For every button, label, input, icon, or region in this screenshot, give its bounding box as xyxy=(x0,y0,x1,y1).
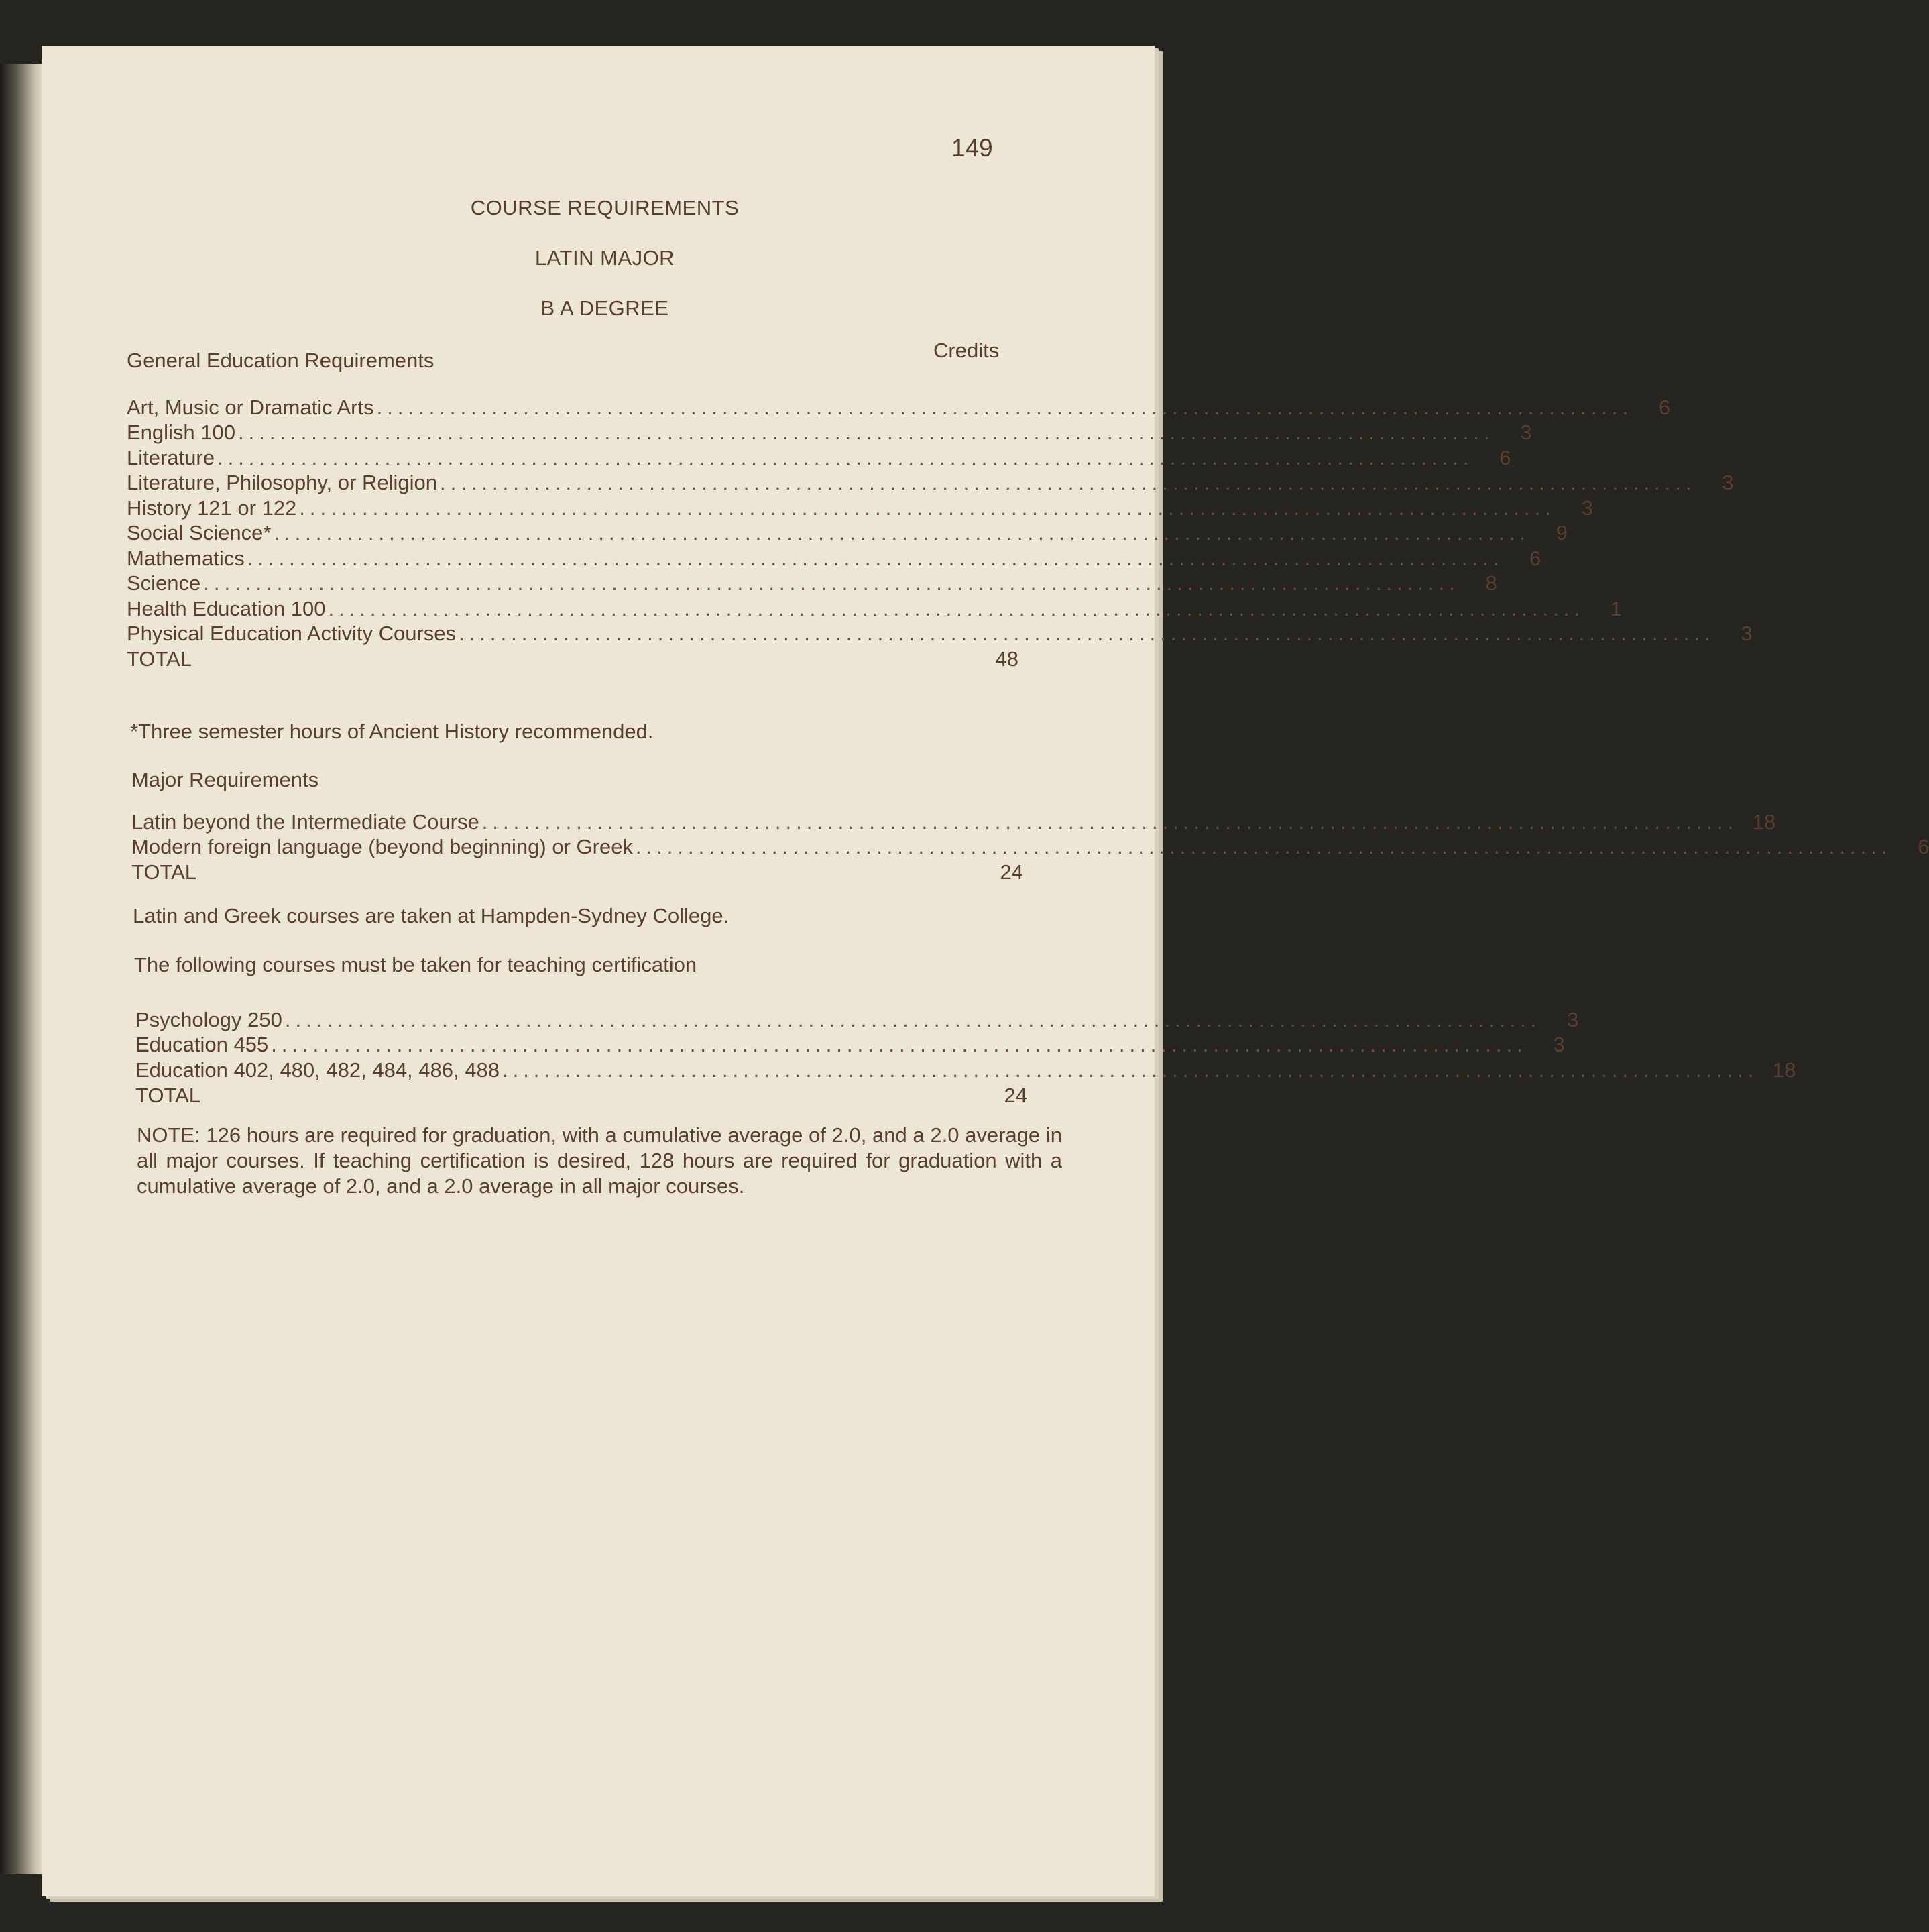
requirement-row: Health Education 100 ........................................................................................................................ 1 xyxy=(127,596,1622,620)
credits-header: Credits xyxy=(933,339,1000,362)
requirement-row: Art, Music or Dramatic Arts ........................................................................................................................ 6 xyxy=(127,395,1671,419)
requirement-row: History 121 or 122 ........................................................................................................................ 3 xyxy=(127,496,1593,520)
document-page xyxy=(42,46,1929,1896)
requirement-row: Psychology 250 ........................................................................................................................ 3 xyxy=(135,1007,1579,1031)
hampden-sydney-note: Latin and Greek courses are taken at Hampden-Sydney College. xyxy=(133,904,729,927)
major-requirements-label: Major Requirements xyxy=(131,768,319,791)
heading-latin-major: LATIN MAJOR xyxy=(534,246,675,270)
requirement-row: Science ........................................................................................................................ 8 xyxy=(127,571,1497,595)
graduation-note: NOTE: 126 hours are required for graduation, with a cumulative average of 2.0, and a 2.0 average in all major courses. If teaching certification is desired, 128 hours are required for graduation with a cumulative average of 2.0, and a 2.0 average in all major courses. xyxy=(137,1123,1062,1198)
requirement-row: Education 455 ........................................................................................................................ 3 xyxy=(135,1033,1565,1056)
requirement-row: Latin beyond the Intermediate Course ........................................................................................................................ 18 xyxy=(131,809,1776,834)
requirement-row: Social Science* ........................................................................................................................ 9 xyxy=(127,521,1568,545)
general-education-label: General Education Requirements xyxy=(127,349,434,372)
requirement-row: Physical Education Activity Courses ........................................................................................................................ 3 xyxy=(127,622,1753,645)
requirement-row: Literature ........................................................................................................................ 6 xyxy=(127,445,1511,469)
total-row: TOTAL 48 xyxy=(127,647,1018,671)
requirement-row: English 100 ........................................................................................................................ 3 xyxy=(127,420,1532,444)
general-requirements-list xyxy=(127,394,1753,673)
requirement-row: Modern foreign language (beyond beginning) or Greek ........................................................................................................................ 6 xyxy=(131,835,1929,858)
certification-label: The following courses must be taken for teaching certification xyxy=(134,953,697,976)
requirement-row: Education 402, 480, 482, 484, 486, 488 ........................................................................................................................ 18 xyxy=(135,1058,1796,1082)
requirement-row: Mathematics ........................................................................................................................ 6 xyxy=(127,546,1541,570)
certification-list xyxy=(135,1007,1796,1109)
heading-degree: B A DEGREE xyxy=(540,296,669,320)
total-row: TOTAL 24 xyxy=(131,860,1023,884)
total-row: TOTAL 24 xyxy=(135,1083,1027,1107)
footnote: *Three semester hours of Ancient History recommended. xyxy=(130,720,654,743)
major-requirements-list xyxy=(131,809,1929,886)
page-number: 149 xyxy=(951,134,993,162)
requirement-row: Literature, Philosophy, or Religion ........................................................................................................................ 3 xyxy=(127,471,1734,494)
heading-course-requirements: COURSE REQUIREMENTS xyxy=(470,196,740,219)
book-spine-edge xyxy=(0,64,42,1874)
